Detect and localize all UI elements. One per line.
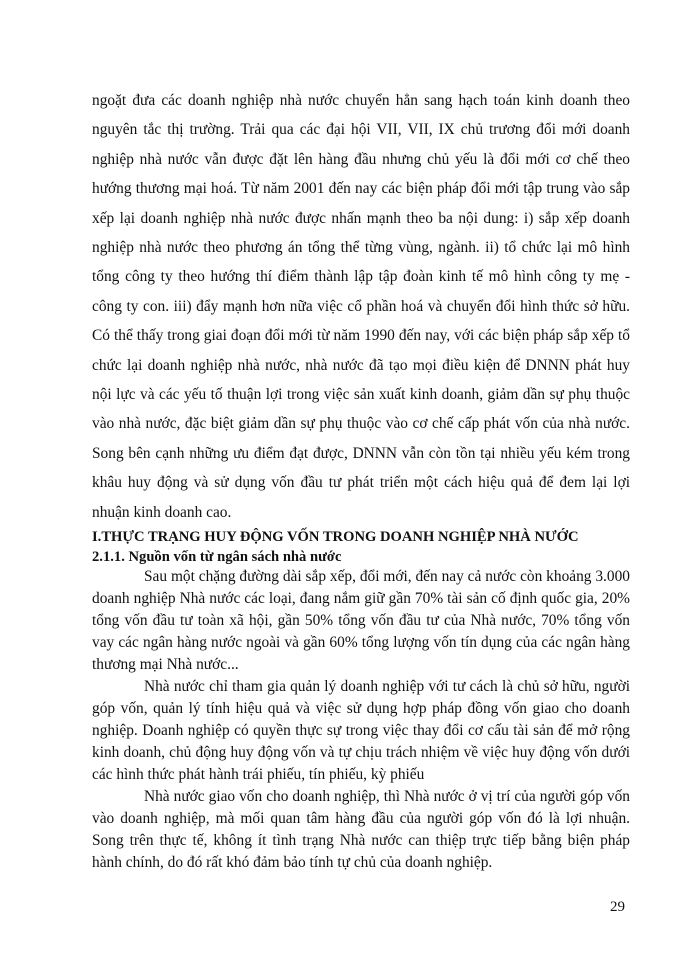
subsection-heading: 2.1.1. Nguồn vốn từ ngân sách nhà nước <box>92 549 342 565</box>
body-paragraph-role: Nhà nước chỉ tham gia quản lý doanh nghiệp với tư cách là chủ sở hữu, người góp vốn, quản lý tính hiệu quả và việc sử dụng hợp pháp đồng vốn giao cho doanh nghiệp. Doanh nghiệp có quyền thực sự trong việc thay đổi cơ cấu tài sản để mở rộng kinh doanh, chủ động huy động vốn và tự chịu trách nhiệm về việc huy động vốn dưới các hình thức phát hành trái phiếu, tín phiếu, kỳ phiếu <box>92 678 630 783</box>
page-number: 29 <box>610 899 625 915</box>
body-paragraph-capital: Nhà nước giao vốn cho doanh nghiệp, thì Nhà nước ở vị trí của người góp vốn vào doanh nghiệp, mà mối quan tâm hàng đầu của người góp vốn đó là lợi nhuận. Song trên thực tế, không ít tình trạng Nhà nước can thiệp trực tiếp bằng biện pháp hành chính, do đó rất khó đảm bảo tính tự chủ của doanh nghiệp. <box>92 788 630 871</box>
body-paragraph-intro: ngoặt đưa các doanh nghiệp nhà nước chuyển hẳn sang hạch toán kinh doanh theo nguyên tắc thị trường. Trải qua các đại hội VII, VII, IX chủ trương đổi mới doanh nghiệp nhà nước vẫn được đặt lên hàng đầu nhưng chủ yếu là đổi mới cơ chế theo hướng thương mại hoá. Từ năm 2001 đến nay các biện pháp đổi mới tập trung vào sắp xếp lại doanh nghiệp nhà nước được nhấn mạnh theo ba nội dung: i) sắp xếp doanh nghiệp nhà nước theo phương án tổng thể từng vùng, ngành. ii) tổ chức lại mô hình tổng công ty theo hướng thí điểm thành lập tập đoàn kinh tế mô hình công ty mẹ - công ty con. iii) đẩy mạnh hơn nữa việc cổ phần hoá và chuyển đổi hình thức sở hữu. Có thể thấy trong giai đoạn đổi mới từ năm 1990 đến nay, với các biện pháp sắp xếp tổ chức lại doanh nghiệp nhà nước, nhà nước đã tạo mọi điều kiện để DNNN phát huy nội lực và các yếu tố thuận lợi trong việc sản xuất kinh doanh, giảm dần sự phụ thuộc vào nhà nước, đặc biệt giảm dần sự phụ thuộc vào cơ chế cấp phát vốn của nhà nước. Song bên cạnh những ưu điểm đạt được, DNNN vẫn còn tồn tại nhiều yếu kém trong khâu huy động và sử dụng vốn đầu tư phát triển một cách hiệu quả để đem lại lợi nhuận kinh doanh cao. <box>92 92 630 521</box>
body-paragraph-stats: Sau một chặng đường dài sắp xếp, đổi mới, đến nay cả nước còn khoảng 3.000 doanh nghiệp Nhà nước các loại, đang nắm giữ gần 70% tài sản cố định quốc gia, 20% tổng vốn đầu tư toàn xã hội, gần 50% tổng vốn đầu tư của Nhà nước, 70% tổng vốn vay các ngân hàng nước ngoài và gần 60% tổng lượng vốn tín dụng của các ngân hàng thương mại Nhà nước... <box>92 568 630 673</box>
section-heading: I.THỰC TRẠNG HUY ĐỘNG VỐN TRONG DOANH NGHIỆP NHÀ NƯỚC <box>92 529 579 545</box>
section-body <box>92 566 630 874</box>
